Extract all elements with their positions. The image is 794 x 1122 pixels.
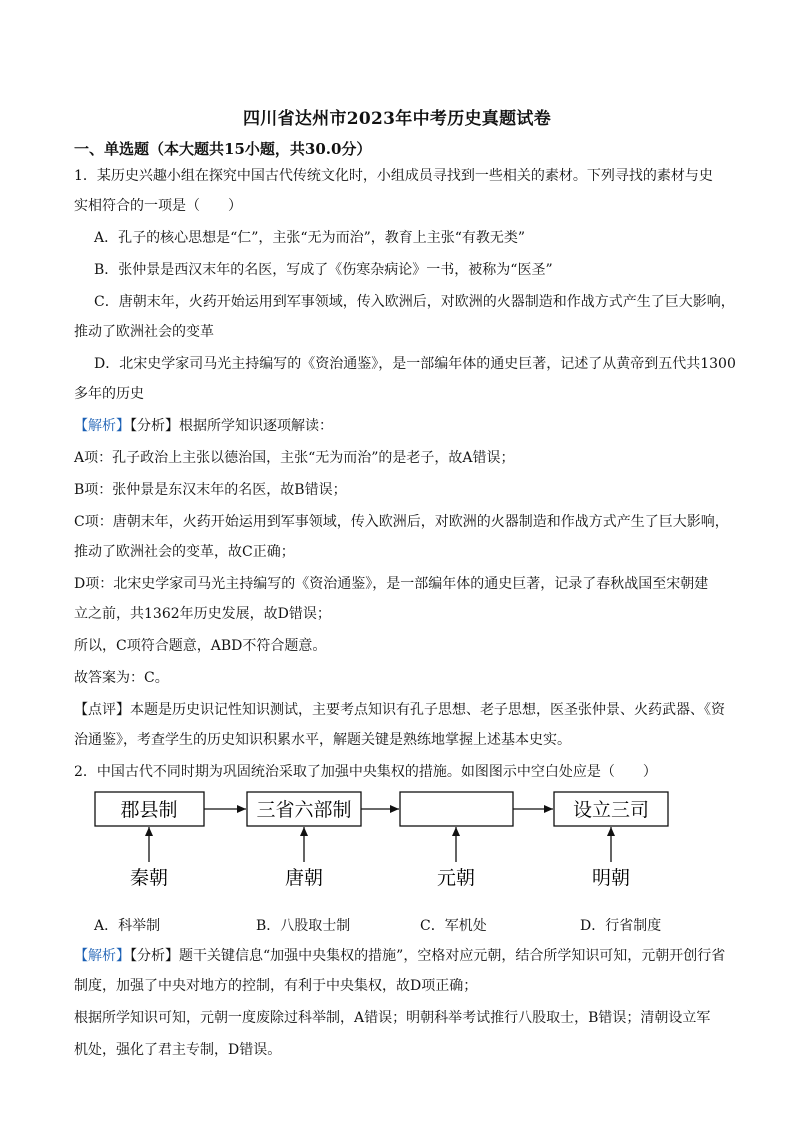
q1-option-c-line-2: 推动了欧洲社会的变革	[74, 324, 214, 340]
diagram-box-4-label: 设立三司	[572, 799, 650, 821]
q1-stem-line-1: 1．某历史兴趣小组在探究中国古代传统文化时，小组成员寻找到一些相关的素材。下列寻找的素材与史	[74, 168, 713, 184]
q1-analysis-line: B项：张仲景是东汉末年的名医，故B错误；	[74, 482, 347, 498]
q1-option-b: B．张仲景是西汉末年的名医，写成了《伤寒杂病论》一书，被称为“医圣”	[94, 262, 553, 278]
q1-answer-line: 故答案为：C。	[74, 670, 169, 686]
diagram-box-2-label: 三省六部制	[256, 799, 352, 821]
diagram-dynasty-label: 明朝	[591, 867, 631, 889]
q1-analysis-line: A项：孔子政治上主张以德治国，主张“无为而治”的是老子，故A错误；	[74, 450, 515, 466]
analysis-heading: 【分析】根据所学知识逐项解读：	[130, 418, 333, 434]
diagram-box-3-blank	[400, 792, 513, 826]
diagram-box-1-label: 郡县制	[120, 799, 178, 821]
q2-analysis-line-1	[74, 946, 725, 966]
diagram-dynasty-label: 元朝	[436, 867, 476, 889]
q1-comment-line-2: 治通鉴》，考查学生的历史知识积累水平，解题关键是熟练地掌握上述基本史实。	[74, 732, 571, 748]
analysis-tag: 【解析】	[74, 418, 130, 434]
diagram-dynasty-label: 秦朝	[129, 867, 169, 889]
q2-option-a: A．科举制	[94, 918, 161, 934]
q2-analysis-line-3: 根据所学知识可知，元朝一度废除过科举制，A错误；明朝科举考试推行八股取士，B错误；清朝设立军	[74, 1010, 711, 1026]
analysis-text: 【分析】题干关键信息“加强中央集权的措施”，空格对应元朝，结合所学知识可知，元朝开创行省	[130, 948, 726, 964]
q1-option-a: A．孔子的核心思想是“仁”，主张“无为而治”，教育上主张“有教无类”	[94, 230, 526, 246]
q1-analysis-line: C项：唐朝末年，火药开始运用到军事领域，传入欧洲后，对欧洲的火器制造和作战方式产生了巨大影响，	[74, 514, 729, 530]
q1-analysis-line: 立之前，共1362年历史发展，故D错误；	[74, 606, 331, 622]
q2-option-c: C．军机处	[420, 918, 487, 934]
q2-analysis-line-2: 制度，加强了中央对地方的控制，有利于中央集权，故D项正确；	[74, 978, 478, 994]
section-heading: 一、单选题（本大题共15小题，共30.0分）	[74, 140, 372, 158]
q1-option-d-line-1: D．北宋史学家司马光主持编写的《资治通鉴》，是一部编年体的通史巨著，记述了从黄帝到五代共1300	[94, 356, 736, 372]
q1-option-c-line-1: C．唐朝末年，火药开始运用到军事领域，传入欧洲后，对欧洲的火器制造和作战方式产生了巨大影响，	[94, 294, 735, 310]
q1-analysis-line: 所以，C项符合题意，ABD不符合题意。	[74, 638, 327, 654]
q1-comment-line-1: 【点评】本题是历史识记性知识测试，主要考点知识有孔子思想、老子思想，医圣张仲景、火药武器、《资	[74, 702, 725, 718]
q1-analysis-line: 推动了欧洲社会的变革，故C正确；	[74, 544, 295, 560]
q2-stem: 2．中国古代不同时期为巩固统治采取了加强中央集权的措施。如图图示中空白处应是（ ）	[74, 764, 657, 780]
q1-analysis-line: D项：北宋史学家司马光主持编写的《资治通鉴》，是一部编年体的通史巨著，记录了春秋战国至宋朝建	[74, 576, 709, 592]
q1-option-d-line-2: 多年的历史	[74, 386, 144, 402]
q2-option-b: B．八股取士制	[256, 918, 351, 934]
document-title: 四川省达州市2023年中考历史真题试卷	[242, 109, 551, 129]
diagram-dynasty-label: 唐朝	[284, 867, 324, 889]
q2-analysis-line-4: 机处，强化了君主专制，D错误。	[74, 1042, 282, 1058]
analysis-tag: 【解析】	[74, 948, 130, 964]
q2-option-d: D．行省制度	[580, 918, 662, 934]
q1-stem-line-2: 实相符合的一项是（ ）	[74, 198, 242, 214]
